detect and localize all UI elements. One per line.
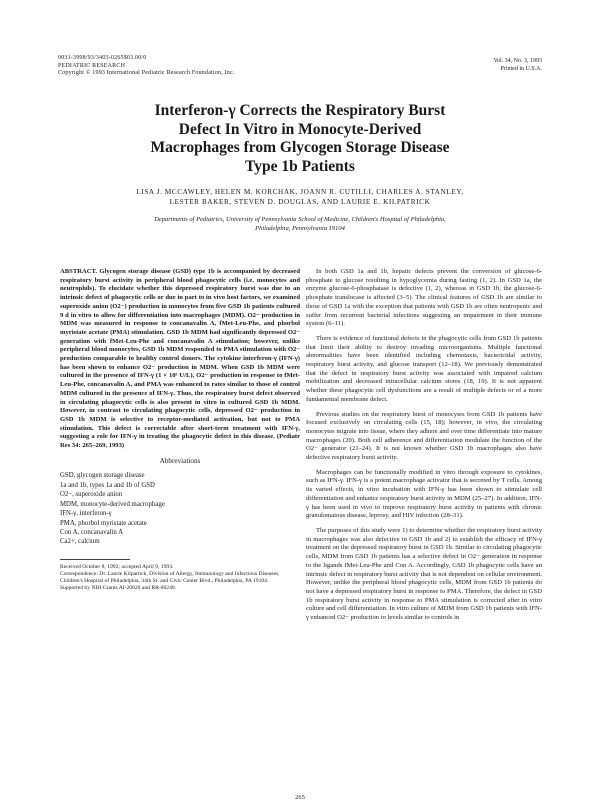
abbreviations-heading: Abbreviations — [159, 456, 201, 465]
footnote: Supported by NIH Grants AI-20820 and RR-00240. — [60, 585, 177, 592]
author-list — [70, 187, 530, 207]
footnote: Correspondence: Dr. Laurie Kilpatrick, Division of Allergy, Immunology and Infectious Diseases, Children's Hospital of Philadelphia, 34th St. and Civic Center Blvd., Philadelphia, PA 19104. — [60, 570, 280, 585]
left-column — [60, 268, 300, 593]
header-line: Vol. 34, No. 3, 1993 — [493, 58, 542, 64]
header-line: 0031-3998/93/3403-0265$03.00/0 — [58, 55, 147, 61]
footnote-divider — [60, 559, 130, 560]
abbreviation-item: Ca2+, calcium — [60, 538, 100, 546]
abbreviation-item: MDM, monocyte-derived macrophage — [60, 500, 165, 508]
authors-line: LESTER BAKER, STEVEN D. DOUGLAS, AND LAURIE E. KILPATRICK — [169, 198, 431, 206]
body-paragraph: There is evidence of functional defects in the phagocytic cells from GSD 1b patients that limit their ability to destroy invading microorganisms. Multiple functional abnormalities have been identified including chemotaxis, bactericidal activity, respiratory burst activity, and glucose transport (12–18). We previously demonstrated that the defect in respiratory burst activity was associated with impaired calcium mobilization and decreased intracellular calcium stores (18, 19). It is not apparent whether these phagocytic cell dysfunctions are a result of multiple defects or of a more fundamental membrane defect. — [306, 334, 542, 403]
footnotes — [60, 564, 300, 593]
right-column — [306, 268, 542, 629]
authors-line: LISA J. MCCAWLEY, HELEN M. KORCHAK, JOANN R. CUTILLI, CHARLES A. STANLEY, — [136, 188, 464, 196]
body-paragraph: Macrophages can be functionally modified in vitro through exposure to cytokines, such as IFN-γ. IFN-γ is a potent macrophage activator that is secreted by T cells. Among its varied effects, in vitro incubation with IFN-γ has been shown to stimulate cell differentiation and enhance respiratory burst activity in MDM (25–27). In addition, IFN-γ has been used in vivo to improve respiratory burst activity in patients with chronic granulomatous disease, leprosy, and HIV infection (28–31). — [306, 468, 542, 520]
body-paragraph: Previous studies on the respiratory burst of monocytes from GSD 1b patients have focused exclusively on circulating cells (15, 18); however, in vivo, the circulating monocytes migrate into tissue, where they adhere and over time differentiate into mature macrophages (20). Both cell adherence and differentiation modulate the function of the O2− generator (21–24). It is not known whether GSD 1b macrophages also have defective respiratory burst activity. — [306, 410, 542, 462]
abbreviation-item: IFN-γ, interferon-γ — [60, 510, 112, 518]
title-line: Defect In Vitro in Monocyte-Derived — [178, 120, 422, 138]
header-line: PEDIATRIC RESEARCH — [58, 62, 126, 69]
title-line: Interferon-γ Corrects the Respiratory Burst — [154, 102, 446, 119]
paper-title — [60, 102, 540, 176]
title-line: Macrophages from Glycogen Storage Disease — [150, 139, 450, 156]
title-line: Type 1b Patients — [245, 157, 355, 175]
affiliation — [80, 216, 520, 233]
body-paragraph: The purposes of this study were 1) to determine whether the respiratory burst activity in macrophages was also defective in GSD 1b and 2) to establish the efficacy of IFN-γ treatment on the depressed respiratory burst in GSD 1b. Similar to circulating phagocytic cells, MDM from GSD 1b patients has a selective defect in O2− generation in response to the ligands fMet-Leu-Phe and Con A. Accordingly, GSD 1b phagocytic cells have an intrinsic defect in respiratory burst activity that is not dependent on cellular environment. However, unlike the peripheral blood phagocytic cells, MDM from GSD 1b patients do not have a depressed respiratory burst in response to PMA. Therefore, the defect in GSD 1b respiratory burst activity in response to PMA stimulation is corrected after in vitro culture and cell differentiation. In vitro culture of MDM from GSD 1b patients with IFN-γ enhanced O2− production to levels similar to controls in — [306, 526, 542, 622]
abstract: ABSTRACT. Glycogen storage disease (GSD) type 1b is accompanied by decreased respiratory burst activity in peripheral blood phagocytic cells (i.e. monocytes and neutrophils). To elucidate whether this depressed respiratory burst was due to an intrinsic defect of phagocytic cells or due in part to in vivo host factors, we examined superoxide anion (O2−) production in monocytes from five GSD 1b patients cultured 9 d in vitro to allow for differentiation into macrophages (MDM). O2− production in MDM was measured in response to concanavalin A, fMet-Leu-Phe, and phorbol myristate acetate (PMA) stimulation. GSD 1b MDM had significantly depressed O2− generation with fMet-Leu-Phe and concanavalin A stimulation; however, unlike peripheral blood monocytes, GSD 1b MDM responded to PMA stimulation with O2− production comparable to healthy control donors. The cytokine interferon-γ (IFN-γ) has been shown to enhance O2− production in MDM. When GSD 1b MDM were cultured in the presence of IFN-γ (1 × 10⁵ U/L), O2− production in response to fMet-Leu-Phe, concanavalin A, and PMA was enhanced to rates similar to those of control MDM cultured in the presence of IFN-γ. Thus, the respiratory burst defect observed in circulating phagocytic cells is also present in vitro in cultured GSD 1b MDM. However, in contrast to circulating phagocytic cells, depressed O2− production in GSD 1b MDM is selective to receptor-mediated activation, but not to PMA stimulation. This defect is correctable after short-term treatment with IFN-γ, suggesting a role for IFN-γ in treating the phagocytic defect in this disease. (Pediatr Res 34: 265–269, 1993) — [60, 268, 300, 450]
abbreviation-item: 1a and 1b, types 1a and 1b of GSD — [60, 481, 155, 489]
abbreviation-item: GSD, glycogen storage disease — [60, 472, 145, 480]
abbreviation-item: O2−, superoxide anion — [60, 491, 123, 499]
header-line: Printed in U.S.A. — [500, 65, 542, 72]
footnote: Received October 8, 1992; accepted April 9, 1993. — [60, 563, 174, 570]
abbreviation-item: PMA, phorbol myristate acetate — [60, 519, 147, 527]
page-number: 265 — [295, 794, 305, 801]
header-line: Copyright © 1993 International Pediatric Research Foundation, Inc. — [58, 70, 235, 76]
abbreviation-item: Con A, concanavalin A — [60, 528, 124, 536]
volume-header — [493, 58, 542, 73]
affiliation-line: Philadelphia, Pennsylvania 19104 — [255, 224, 345, 232]
journal-header — [58, 55, 235, 78]
abbreviations-list — [60, 471, 300, 546]
body-paragraph: In both GSD 1a and 1b, hepatic defects prevent the conversion of glucose-6-phosphate to glucose resulting in hypoglycemia during fasting (1, 2). In GSD 1a, the enzyme glucose-6-phosphatase is defective (1, 2), whereas in GSD 1b, the glucose-6-phosphate translocase is affected (3–5). The clinical features of GSD 1b are similar to those of GSD 1a with the exception that patients with GSD 1b are often neutropenic and suffer from recurrent bacterial infections suggesting an impairment in their immune system (6–11). — [306, 268, 542, 328]
affiliation-line: Departments of Pediatrics, University of Pennsylvania School of Medicine, Children's Hospital of Philadelphia, — [154, 216, 446, 223]
